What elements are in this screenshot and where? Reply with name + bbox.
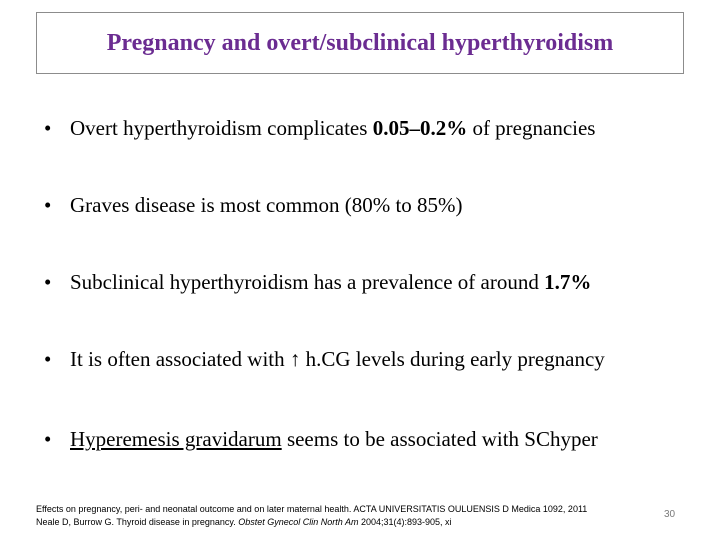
reference-journal: Obstet Gynecol Clin North Am — [238, 517, 359, 527]
bullet-dot: • — [44, 347, 52, 371]
bullet-item-3 — [44, 269, 704, 295]
bullet-text: Overt hyperthyroidism complicates — [70, 116, 373, 140]
bullet-item-5 — [44, 426, 704, 452]
bullet-text: Subclinical hyperthyroidism has a prevalence of around — [70, 270, 545, 294]
title-box — [36, 12, 684, 74]
bullet-underlined-term: Hyperemesis gravidarum — [70, 427, 282, 451]
bullet-dot: • — [44, 427, 52, 451]
bullet-bold-value: 0.05–0.2% — [372, 116, 468, 140]
bullet-text: It is often associated with — [70, 347, 290, 371]
bullet-text: seems to be associated with SChyper — [281, 427, 598, 451]
bullet-item-4 — [44, 346, 704, 372]
bullet-bold-value: 1.7% — [544, 270, 592, 294]
bullet-dot: • — [44, 193, 52, 217]
bullet-text: h.CG levels during early pregnancy — [300, 347, 605, 371]
references — [36, 503, 656, 529]
reference-line-1: Effects on pregnancy, peri- and neonatal outcome and on later maternal health. ACTA UNIVERSITATIS OULUENSIS D Medica 1092, 2011 — [36, 504, 588, 514]
bullet-dot: • — [44, 116, 52, 140]
page-number: 30 — [664, 509, 676, 520]
bullet-text: Graves disease is most common (80% to 85%) — [70, 193, 463, 217]
bullet-item-2 — [44, 192, 704, 218]
reference-citation: 2004;31(4):893-905, xi — [358, 517, 452, 527]
reference-line-2 — [36, 516, 656, 529]
bullet-item-1 — [44, 115, 704, 141]
bullet-dot: • — [44, 270, 52, 294]
bullet-text: of pregnancies — [467, 116, 596, 140]
up-arrow-icon: ↑ — [289, 347, 301, 371]
reference-authors: Neale D, Burrow G. Thyroid disease in pregnancy. — [36, 517, 239, 527]
slide-title: Pregnancy and overt/subclinical hyperthyroidism — [106, 29, 614, 56]
